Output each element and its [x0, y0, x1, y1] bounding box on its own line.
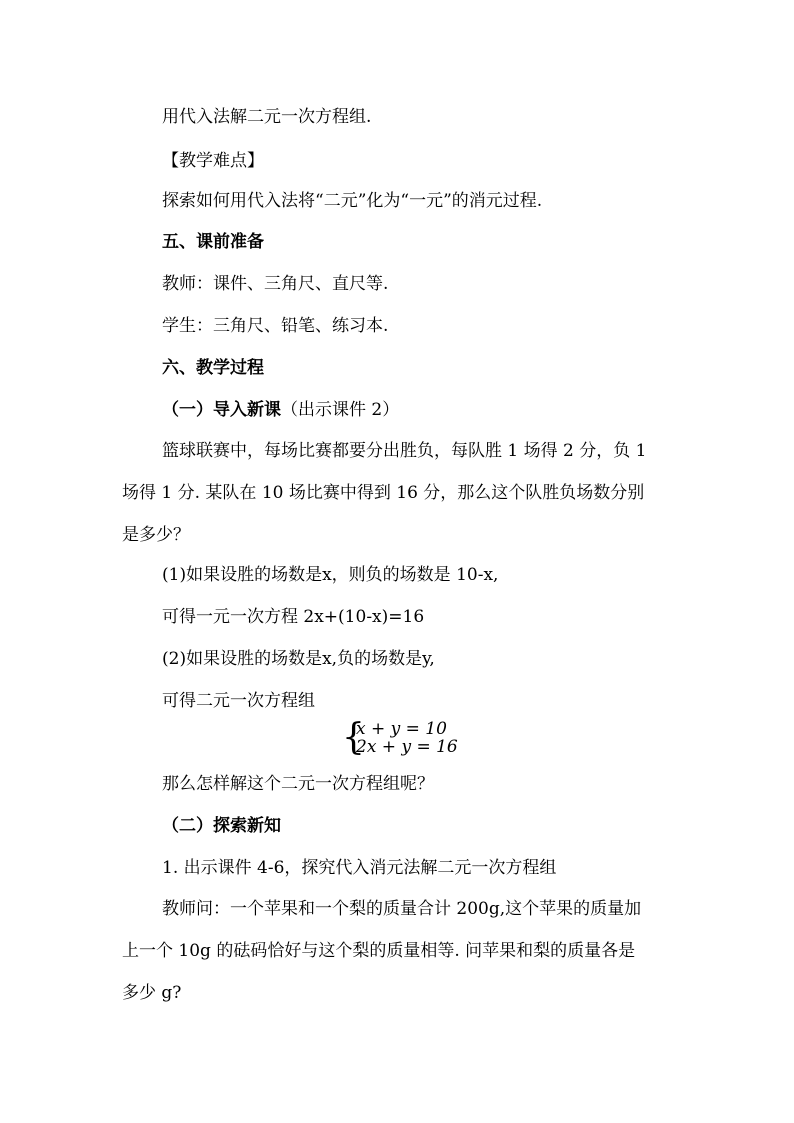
text-line-18: 1. 出示课件 4-6，探究代入消元法解二元一次方程组 [162, 858, 557, 878]
text-line-10: 场得 1 分. 某队在 10 场比赛中得到 16 分，那么这个队胜负场数分别 [122, 483, 645, 503]
text-line-21: 多少 g? [122, 983, 182, 1003]
text-line-12: (1)如果设胜的场数是x，则负的场数是 10-x, [162, 565, 499, 585]
text-line-14: (2)如果设胜的场数是x,负的场数是y, [162, 649, 435, 669]
text-line-6: 学生：三角尺、铅笔、练习本. [162, 316, 389, 336]
text-line-19: 教师问：一个苹果和一个梨的质量合计 200g,这个苹果的质量加 [162, 899, 642, 919]
text-line-3: 探索如何用代入法将“二元”化为“一元”的消元过程. [162, 191, 543, 211]
subsection-heading-1-note: （出示课件 2） [281, 400, 400, 420]
text-line-16: 那么怎样解这个二元一次方程组呢？ [162, 774, 434, 794]
text-line-20: 上一个 10g 的砝码恰好与这个梨的质量相等. 问苹果和梨的质量各是 [122, 941, 636, 961]
subsection-heading-1-bold: （一）导入新课 [162, 400, 281, 420]
text-line-11: 是多少？ [122, 525, 190, 545]
text-line-1: 用代入法解二元一次方程组. [162, 107, 372, 127]
text-line-13: 可得一元一次方程 2x+(10-x)=16 [162, 607, 425, 627]
equation-system [342, 718, 462, 758]
section-heading-5: 五、课前准备 [162, 232, 264, 252]
text-line-9: 篮球联赛中，每场比赛都要分出胜负，每队胜 1 场得 2 分，负 1 [162, 441, 647, 461]
equation-2: 2x + y = 16 [356, 737, 458, 757]
section-heading-6: 六、教学过程 [162, 358, 264, 378]
section-heading-teaching-difficulty: 【教学难点】 [162, 151, 264, 171]
text-line-15: 可得二元一次方程组 [162, 691, 315, 711]
subsection-heading-2: （二）探索新知 [162, 816, 281, 836]
equation-1: x + y = 10 [356, 719, 447, 739]
equation-brace: { [342, 717, 365, 758]
text-line-5: 教师：课件、三角尺、直尺等. [162, 274, 389, 294]
subsection-heading-1 [162, 399, 399, 421]
